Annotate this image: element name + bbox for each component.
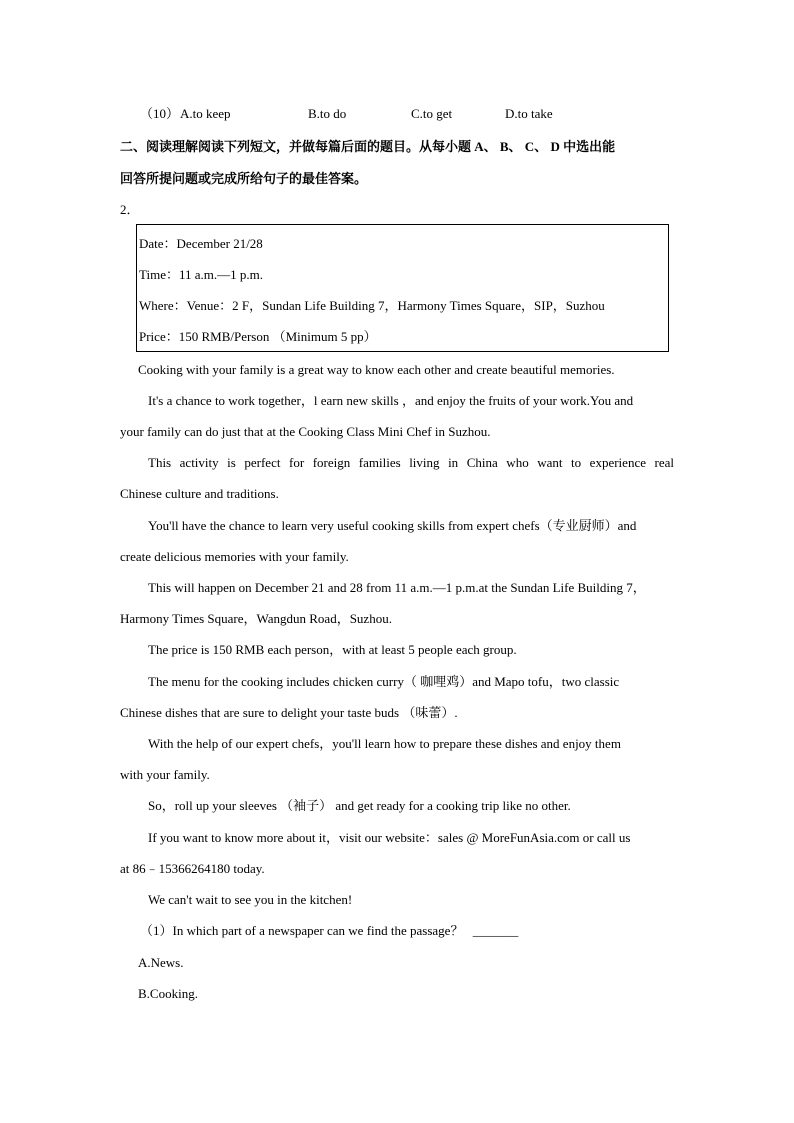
section-heading-line2: 回答所提问题或完成所给句子的最佳答案。 xyxy=(120,171,368,186)
passage-line: create delicious memories with your family. xyxy=(120,549,349,564)
q10-option-c: C.to get xyxy=(411,106,453,121)
question-number: 2． xyxy=(120,202,140,217)
answer-option-a: A.News. xyxy=(138,955,184,970)
passage-line: This will happen on December 21 and 28 from 11 a.m.—1 p.m.at the Sundan Life Building 7， xyxy=(148,580,646,595)
passage-line: Chinese dishes that are sure to delight your taste buds （味蕾）. xyxy=(120,705,458,720)
passage-line: with your family. xyxy=(120,767,210,782)
answer-blank[interactable]: _______ xyxy=(472,923,519,938)
info-date: Date：December 21/28 xyxy=(139,236,263,251)
info-time: Time：11 a.m.—1 p.m. xyxy=(139,267,263,282)
passage-line: Chinese culture and traditions. xyxy=(120,486,279,501)
event-info-box xyxy=(136,224,669,352)
sub-question-text: （1）In which part of a newspaper can we find the passage？ xyxy=(140,923,464,938)
passage-line: at 86﹣15366264180 today. xyxy=(120,861,265,876)
section-heading-line1: 二、阅读理解阅读下列短文，并做每篇后面的题目。从每小题 A、 B、 C、 D 中选出能 xyxy=(120,139,616,154)
passage-line: Cooking with your family is a great way to know each other and create beautiful memories. xyxy=(138,362,615,377)
sub-question-1 xyxy=(140,923,518,939)
q10-number: （10） xyxy=(140,106,180,121)
passage-line: The price is 150 RMB each person，with at least 5 people each group. xyxy=(148,642,517,657)
passage-line: your family can do just that at the Cooking Class Mini Chef in Suzhou. xyxy=(120,424,491,439)
info-price: Price：150 RMB/Person （Minimum 5 pp） xyxy=(139,329,377,344)
passage-line: With the help of our expert chefs，you'll learn how to prepare these dishes and enjoy them xyxy=(148,736,621,751)
q10-options-row xyxy=(140,106,600,122)
passage-line: You'll have the chance to learn very useful cooking skills from expert chefs（专业厨师）and xyxy=(148,518,637,533)
answer-option-b: B.Cooking. xyxy=(138,986,198,1001)
q10-option-a: A.to keep xyxy=(180,106,231,121)
q10-option-b: B.to do xyxy=(308,106,347,121)
passage-line: The menu for the cooking includes chicken curry（ 咖哩鸡）and Mapo tofu，two classic xyxy=(148,674,620,689)
passage-line: This activity is perfect for foreign families living in China who want to experience real xyxy=(148,455,674,470)
q10-option-d: D.to take xyxy=(505,106,553,121)
passage-line: If you want to know more about it，visit our website：sales @ MoreFunAsia.com or call us xyxy=(148,830,631,845)
info-where: Where：Venue：2 F，Sundan Life Building 7，Harmony Times Square，SIP，Suzhou xyxy=(139,298,605,313)
passage-line: So，roll up your sleeves （袖子） and get ready for a cooking trip like no other. xyxy=(148,798,571,813)
passage-line: We can't wait to see you in the kitchen! xyxy=(148,892,353,907)
passage-line: It's a chance to work together，l earn new skills ，and enjoy the fruits of your work.You and xyxy=(148,393,634,408)
passage-line: Harmony Times Square，Wangdun Road，Suzhou. xyxy=(120,611,392,626)
